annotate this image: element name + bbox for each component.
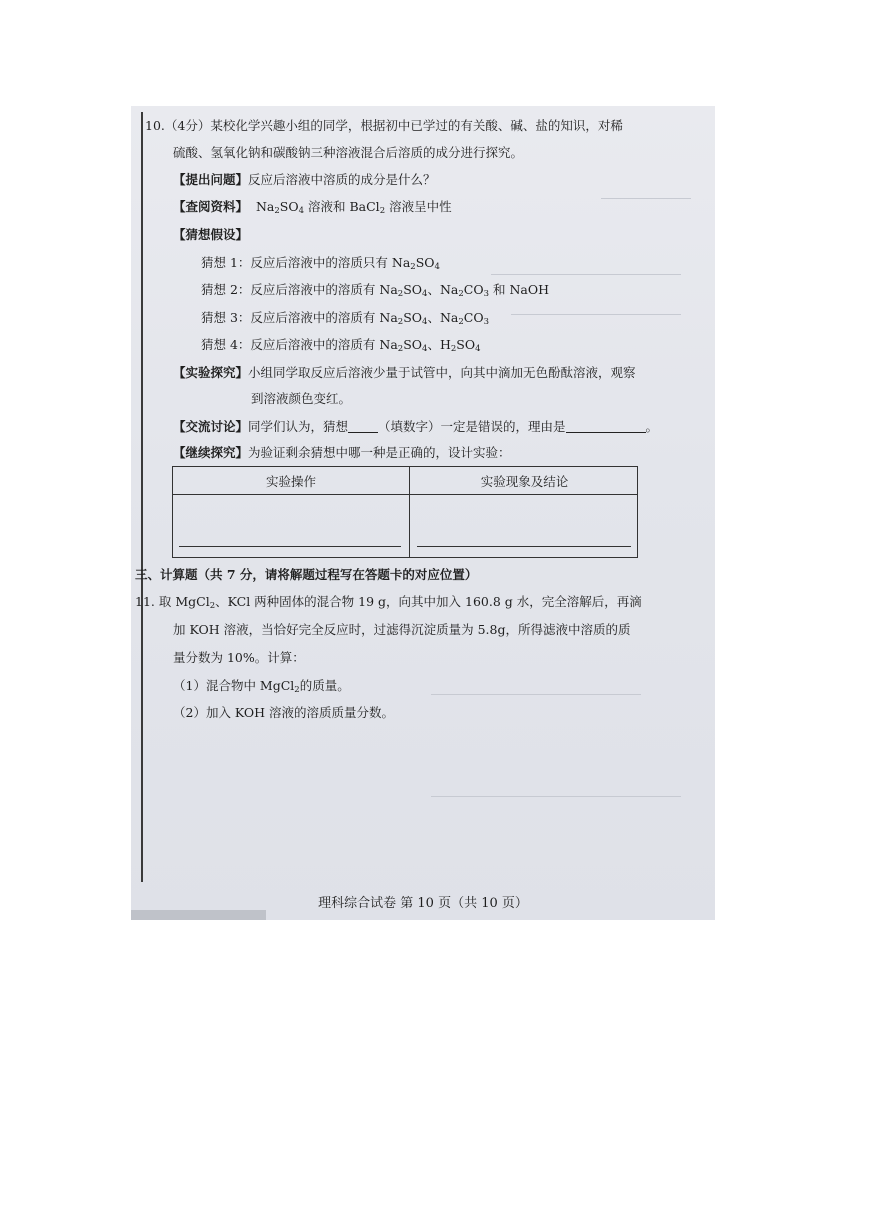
guess-2-b: 、Na — [427, 282, 459, 297]
q11-line-3: 量分数为 10%。计算： — [173, 650, 305, 665]
bleed-line — [431, 796, 681, 797]
q11-part-2: （2）加入 KOH 溶液的溶质质量分数。 — [173, 705, 395, 720]
guess-4: 猜想 4：反应后溶液中的溶质有 $Na_2SO_4$、$H_2SO_4$ — [201, 337, 481, 354]
q11-l1-a: 11. 取 MgCl — [135, 594, 210, 609]
disc-end: 。 — [645, 419, 659, 434]
q11-line-1: 11. 取 MgCl$_2$、KCl 两种固体的混合物 19 g，向其中加入 160.8 g 水，完全溶解后，再滴 — [135, 594, 642, 611]
q10-ask — [173, 172, 436, 188]
q11-l1-b: 、KCl 两种固体的混合物 19 g，向其中加入 160.8 g 水，完全溶解后，再滴 — [215, 594, 642, 609]
q11-p1-a: （1）混合物中 MgCl — [173, 678, 295, 693]
ask-tag: 【提出问题】 — [173, 172, 249, 187]
exp-tag: 【实验探究】 — [173, 365, 249, 380]
ref-mid: 溶液和 BaCl — [308, 199, 380, 214]
table-header-operation: 实验操作 — [265, 474, 316, 489]
cont-tag: 【继续探究】 — [173, 445, 249, 460]
q10-continue — [173, 445, 511, 461]
disc-a: 同学们认为，猜想 — [248, 419, 349, 434]
bleed-line — [601, 198, 691, 199]
q11-p1-b: 的质量。 — [299, 678, 350, 693]
q10-line-2: 硫酸、氢氧化钠和碳酸钠三种溶液混合后溶质的成分进行探究。 — [173, 145, 524, 160]
ask-text: 反应后溶液中溶质的成分是什么？ — [248, 172, 436, 187]
ref-end: 溶液呈中性 — [389, 199, 452, 214]
experiment-table — [172, 466, 638, 558]
guess-2: 猜想 2：反应后溶液中的溶质有 $Na_2SO_4$、$Na_2CO_3$ 和 NaOH — [201, 282, 549, 299]
q10-line-1: 10.（4分）某校化学兴趣小组的同学，根据初中已学过的有关酸、碱、盐的知识，对稀 — [145, 118, 623, 133]
hyp-tag: 【猜想假设】 — [173, 227, 249, 242]
ref-tag: 【查阅资料】 — [173, 199, 249, 214]
section3-title: 三、计算题（共 7 分，请将解题过程写在答题卡的对应位置） — [135, 567, 478, 582]
table-header-divider — [173, 494, 637, 495]
q10-ref: 【查阅资料】 $Na_2SO_4$ 溶液和 BaCl$_2$ 溶液呈中性 — [173, 199, 452, 216]
guess-4-b: 、H — [427, 337, 451, 352]
guess-1: 猜想 1：反应后溶液中的溶质只有 $Na_2SO_4$ — [201, 255, 440, 272]
bleed-line — [431, 694, 641, 695]
q10-discussion — [173, 419, 658, 435]
guess-2-c: 和 NaOH — [492, 282, 549, 297]
guess-4-a: 猜想 4：反应后溶液中的溶质有 Na — [201, 337, 398, 352]
disc-b: （填数字）一定是错误的，理由是 — [378, 419, 566, 434]
result-answer-line[interactable] — [417, 546, 631, 547]
guess-3-b: 、Na — [427, 310, 459, 325]
disc-tag: 【交流讨论】 — [173, 419, 249, 434]
q11-line-2: 加 KOH 溶液，当恰好完全反应时，过滤得沉淀质量为 5.8g，所得滤液中溶质的质 — [173, 622, 631, 637]
q11-part-1: （1）混合物中 MgCl$_2$的质量。 — [173, 678, 350, 695]
guess-number-blank[interactable] — [348, 420, 378, 433]
guess-3: 猜想 3：反应后溶液中的溶质有 $Na_2SO_4$、$Na_2CO_3$ — [201, 310, 489, 327]
operation-answer-line[interactable] — [179, 546, 401, 547]
exp-text-1: 小组同学取反应后溶液少量于试管中，向其中滴加无色酚酞溶液，观察 — [248, 365, 636, 380]
bleed-line — [491, 274, 681, 275]
ref-na: Na — [255, 199, 275, 214]
q10-exp — [173, 365, 636, 381]
page-left-rule — [141, 112, 143, 882]
exam-page-photo — [131, 106, 715, 920]
photo-edge-shadow — [131, 910, 266, 920]
guess-2-a: 猜想 2：反应后溶液中的溶质有 Na — [201, 282, 398, 297]
guess-1-text: 猜想 1：反应后溶液中的溶质只有 Na — [201, 255, 411, 270]
bleed-line — [511, 314, 681, 315]
cont-text: 为验证剩余猜想中哪一种是正确的，设计实验： — [248, 445, 511, 460]
table-header-result: 实验现象及结论 — [480, 474, 569, 489]
exp-text-2: 到溶液颜色变红。 — [251, 391, 352, 406]
reason-blank[interactable] — [566, 420, 646, 433]
guess-3-a: 猜想 3：反应后溶液中的溶质有 Na — [201, 310, 398, 325]
page-footer: 理科综合试卷 第 10 页（共 10 页） — [318, 896, 528, 911]
